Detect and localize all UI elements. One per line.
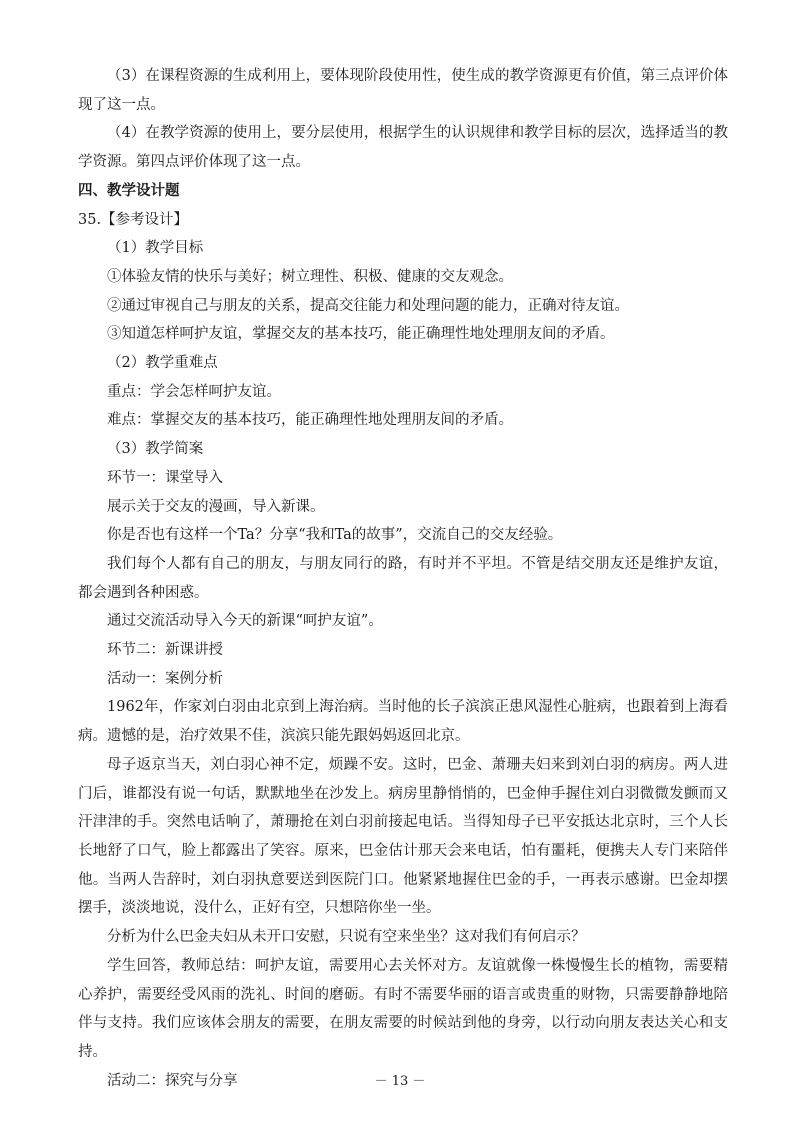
paragraph: 展示关于交友的漫画，导入新课。 [107, 498, 325, 515]
paragraph: 重点：学会怎样呵护友谊。 [107, 383, 281, 400]
page-number: － 13 － [374, 1074, 426, 1089]
paragraph: 分析为什么巴金夫妇从未开口安慰，只说有空来坐坐？这对我们有何启示？ [107, 929, 586, 946]
paragraph: 活动二：探究与分享 [107, 1072, 238, 1089]
paragraph: 你是否也有这样一个Ta？分享“我和Ta的故事”，交流自己的交友经验。 [107, 527, 563, 544]
paragraph: ②通过审视自己与朋友的关系，提高交往能力和处理问题的能力，正确对待友谊。 [107, 297, 629, 314]
paragraph: ①体验友情的快乐与美好；树立理性、积极、健康的交友观念。 [107, 268, 513, 285]
paragraph: ③知道怎样呵护友谊，掌握交友的基本技巧，能正确理性地处理朋友间的矛盾。 [107, 326, 615, 343]
paragraph: （1）教学目标 [107, 240, 204, 257]
paragraph: （3）教学简案 [107, 441, 204, 458]
paragraph: 环节一：课堂导入 [107, 469, 223, 486]
paragraph: 35.【参考设计】 [78, 211, 189, 228]
paragraph: 难点：掌握交友的基本技巧，能正确理性地处理朋友间的矛盾。 [107, 412, 513, 429]
paragraph: 学生回答，教师总结：呵护友谊，需要用心去关怀对方。友谊就像一株慢慢生长的植物，需要精心养护，需要经受风雨的洗礼、时间的磨砺。有时不需要华丽的语言或贵重的财物，只需要静静地陪伴与支持。我们应该体会朋友的需要，在朋友需要的时候站到他的身旁，以行动向朋友表达关心和支持。 [78, 957, 728, 1060]
paragraph: 活动一：案例分析 [107, 670, 223, 687]
paragraph: 通过交流活动导入今天的新课“呵护友谊”。 [107, 613, 383, 630]
paragraph: 母子返京当天，刘白羽心神不定，烦躁不安。这时，巴金、萧珊夫妇来到刘白羽的病房。两人进门后，谁都没有说一句话，默默地坐在沙发上。病房里静悄悄的，巴金伸手握住刘白羽微微发颤而又汗津津的手。突然电话响了，萧珊抢在刘白羽前接起电话。当得知母子已平安抵达北京时，三个人长长地舒了口气，脸上都露出了笑容。原来，巴金估计那天会来电话，怕有噩耗，便携夫人专门来陪伴他。当两人告辞时，刘白羽执意要送到医院门口。他紧紧地握住巴金的手，一再表示感谢。巴金却摆摆手，淡淡地说，没什么，正好有空，只想陪你坐一坐。 [78, 756, 728, 917]
paragraph: （4）在教学资源的使用上，要分层使用，根据学生的认识规律和教学目标的层次，选择适当的教学资源。第四点评价体现了这一点。 [78, 125, 728, 171]
document-body [78, 62, 728, 1095]
paragraph: 环节二：新课讲授 [107, 642, 223, 659]
section-heading: 四、教学设计题 [78, 182, 180, 199]
paragraph: （3）在课程资源的生成利用上，要体现阶段使用性，使生成的教学资源更有价值，第三点评价体现了这一点。 [78, 68, 728, 113]
paragraph: 我们每个人都有自己的朋友，与朋友同行的路，有时并不平坦。不管是结交朋友还是维护友谊，都会遇到各种困惑。 [78, 555, 728, 601]
paragraph: （2）教学重难点 [107, 355, 218, 372]
paragraph: 1962年，作家刘白羽由北京到上海治病。当时他的长子滨滨正患风湿性心脏病，也跟着到上海看病。遗憾的是，治疗效果不佳，滨滨只能先跟妈妈返回北京。 [78, 699, 728, 745]
